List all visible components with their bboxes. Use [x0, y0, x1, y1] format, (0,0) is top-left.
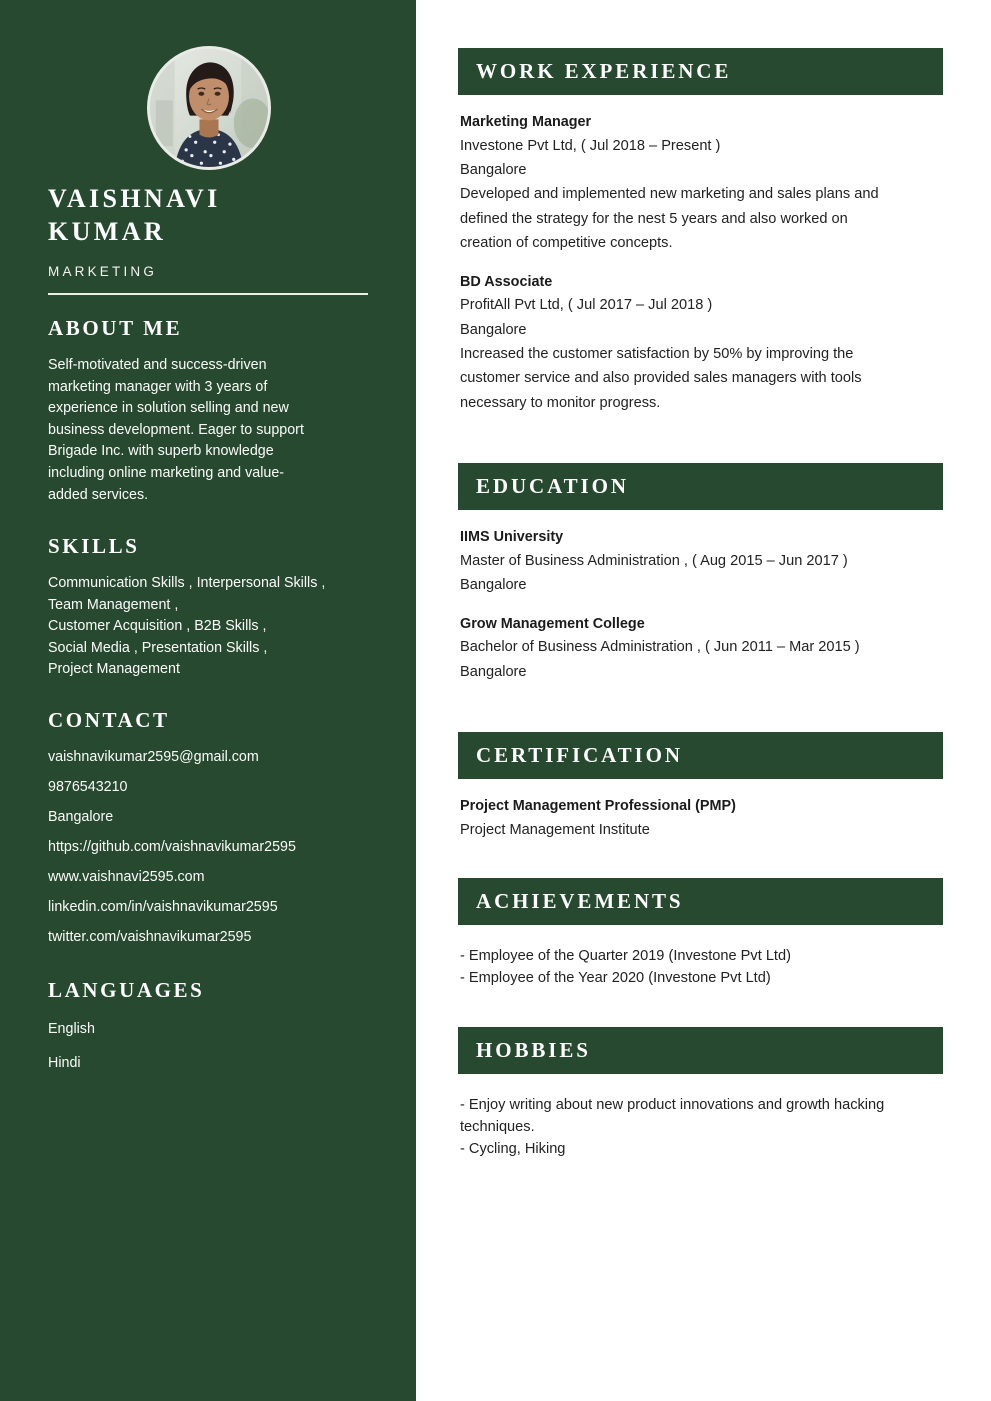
about-line: including online marketing and value-: [48, 464, 285, 481]
skills-section: [48, 534, 378, 681]
header-divider: [48, 293, 368, 295]
contact-location: Bangalore: [48, 809, 114, 825]
work-location: Bangalore: [460, 321, 527, 338]
education-school: IIMS University: [460, 529, 564, 546]
hobbies-section: [458, 1027, 943, 1160]
education-school: Grow Management College: [460, 615, 645, 632]
skills-line: Team Management ,: [48, 596, 179, 613]
work-entry: [460, 112, 941, 256]
full-name-line2: KUMAR: [48, 216, 167, 246]
hobby-item: - Cycling, Hiking: [460, 1141, 566, 1158]
skills-list: [48, 573, 378, 681]
main-column: [458, 0, 943, 1160]
skills-line: Customer Acquisition , B2B Skills ,: [48, 618, 267, 635]
full-name-line1: VAISHNAVI: [48, 184, 221, 213]
contact-github-link[interactable]: https://github.com/vaishnavikumar2595: [48, 839, 296, 855]
skills-heading: SKILLS: [48, 534, 140, 558]
work-company-dates: Investone Pvt Ltd, ( Jul 2018 – Present ): [460, 137, 721, 154]
achievement-item: - Employee of the Year 2020 (Investone Pvt Ltd): [460, 970, 771, 987]
profile-photo-image: [150, 49, 268, 167]
languages-section: [48, 978, 378, 1089]
education-heading: EDUCATION: [476, 474, 629, 499]
work-desc-line: Developed and implemented new marketing and sales plans and: [460, 186, 879, 203]
work-experience-header-bar: [458, 48, 943, 95]
education-entry: [460, 614, 941, 684]
name-block: [48, 183, 378, 279]
contact-email[interactable]: vaishnavikumar2595@gmail.com: [48, 749, 259, 765]
about-line: marketing manager with 3 years of: [48, 378, 268, 395]
certification-heading: CERTIFICATION: [476, 743, 683, 768]
work-desc-line: customer service and also provided sales managers with tools: [460, 370, 862, 387]
education-section: [458, 463, 943, 684]
education-degree-dates: Bachelor of Business Administration , ( Jun 2011 – Mar 2015 ): [460, 639, 860, 656]
contact-heading: CONTACT: [48, 708, 170, 732]
about-me-section: [48, 316, 378, 506]
work-experience-heading: WORK EXPERIENCE: [476, 59, 732, 83]
about-line: business development. Eager to support: [48, 421, 304, 438]
certification-entry: [460, 796, 941, 842]
education-degree-dates: Master of Business Administration , ( Aug 2015 – Jun 2017 ): [460, 552, 848, 569]
contact-twitter-link[interactable]: twitter.com/vaishnavikumar2595: [48, 929, 252, 945]
language-item: English: [48, 1021, 95, 1037]
about-line: Brigade Inc. with superb knowledge: [48, 443, 274, 460]
certification-issuer: Project Management Institute: [460, 821, 650, 838]
skills-line: Project Management: [48, 661, 180, 678]
avatar: [147, 46, 271, 170]
education-entry: [460, 527, 941, 597]
achievement-item: - Employee of the Quarter 2019 (Investone Pvt Ltd): [460, 948, 791, 965]
hobbies-header-bar: [458, 1027, 943, 1074]
work-desc-line: Increased the customer satisfaction by 50% by improving the: [460, 346, 854, 363]
job-role-subtitle: MARKETING: [48, 263, 158, 279]
languages-list: [48, 1021, 378, 1071]
hobbies-heading: HOBBIES: [476, 1038, 591, 1063]
certification-header-bar: [458, 732, 943, 779]
work-desc-line: creation of competitive concepts.: [460, 235, 673, 252]
work-location: Bangalore: [460, 162, 527, 179]
achievements-header-bar: [458, 878, 943, 925]
achievements-section: [458, 878, 943, 989]
certification-section: [458, 732, 943, 842]
language-item: Hindi: [48, 1055, 81, 1071]
contact-list: [48, 749, 378, 945]
hobbies-list: [460, 1094, 941, 1160]
contact-phone[interactable]: 9876543210: [48, 779, 128, 795]
contact-website-link[interactable]: www.vaishnavi2595.com: [48, 869, 205, 885]
certification-name: Project Management Professional (PMP): [460, 798, 736, 815]
education-location: Bangalore: [460, 663, 527, 680]
contact-linkedin-link[interactable]: linkedin.com/in/vaishnavikumar2595: [48, 899, 278, 915]
work-role: BD Associate: [460, 273, 553, 290]
work-desc-line: defined the strategy for the nest 5 years and also worked on: [460, 210, 848, 227]
about-me-heading: ABOUT ME: [48, 316, 183, 340]
about-me-text: [48, 355, 378, 506]
about-line: added services.: [48, 486, 149, 503]
work-experience-section: [458, 48, 943, 415]
contact-section: [48, 708, 378, 959]
education-header-bar: [458, 463, 943, 510]
skills-line: Social Media , Presentation Skills ,: [48, 639, 268, 656]
hobby-item: techniques.: [460, 1119, 535, 1136]
work-entry: [460, 272, 941, 416]
work-company-dates: ProfitAll Pvt Ltd, ( Jul 2017 – Jul 2018 ): [460, 297, 713, 314]
work-desc-line: necessary to monitor progress.: [460, 394, 661, 411]
about-line: Self-motivated and success-driven: [48, 357, 267, 373]
education-location: Bangalore: [460, 577, 527, 594]
hobby-item: - Enjoy writing about new product innovations and growth hacking: [460, 1097, 885, 1114]
about-line: experience in solution selling and new: [48, 400, 289, 417]
sidebar: [0, 0, 416, 1401]
work-role: Marketing Manager: [460, 114, 592, 130]
achievements-heading: ACHIEVEMENTS: [476, 889, 684, 914]
languages-heading: LANGUAGES: [48, 978, 205, 1002]
skills-line: Communication Skills , Interpersonal Skills ,: [48, 575, 326, 591]
achievements-list: [460, 945, 941, 989]
